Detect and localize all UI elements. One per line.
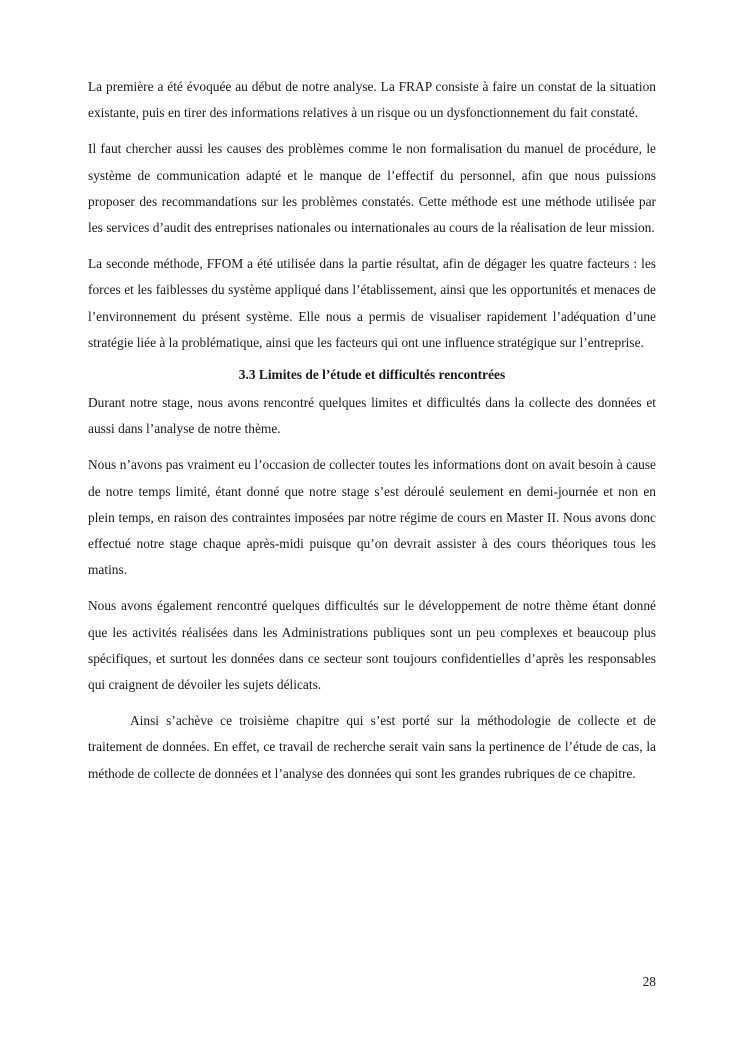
section-heading: 3.3 Limites de l’étude et difficultés rencontrées bbox=[238, 367, 506, 383]
page-body bbox=[88, 74, 656, 787]
paragraph-time-constraints: Nous n’avons pas vraiment eu l’occasion de collecter toutes les informations dont on avait besoin à cause de notre temps limité, étant donné que notre stage s’est déroulé seulement en demi-journée et non en plein temps, en raison des contraintes imposées par notre régime de cours en Master II. Nous avons donc effectué notre stage chaque après-midi puisque qu’on devrait assister à des cours théoriques tous les matins. bbox=[88, 457, 656, 578]
page-number: 28 bbox=[642, 974, 656, 989]
paragraph-causes: Il faut chercher aussi les causes des problèmes comme le non formalisation du manuel de procédure, le système de communication adapté et le manque de l’effectif du personnel, afin que nous puissions proposer des recommandations sur les problèmes constatés. Cette méthode est une méthode utilisée par les services d’audit des entreprises nationales ou internationales au cours de la réalisation de leur mission. bbox=[88, 141, 656, 236]
paragraph-difficulties: Nous avons également rencontré quelques difficultés sur le développement de notre thème étant donné que les activités réalisées dans les Administrations publiques sont un peu complexes et beaucoup plus spécifiques, et surtout les données dans ce secteur sont toujours confidentielles d’après les responsables qui craignent de dévoiler les sujets délicats. bbox=[88, 598, 656, 693]
paragraph-frap: La première a été évoquée au début de notre analyse. La FRAP consiste à faire un constat de la situation existante, puis en tirer des informations relatives à un risque ou un dysfonctionnement du fait constaté. bbox=[88, 79, 656, 121]
paragraph-conclusion: Ainsi s’achève ce troisième chapitre qui s’est porté sur la méthodologie de collecte et de traitement de données. En effet, ce travail de recherche serait vain sans la pertinence de l’étude de cas, la méthode de collecte de données et l’analyse des données qui sont les grandes rubriques de ce chapitre. bbox=[88, 713, 656, 781]
paragraph-limits: Durant notre stage, nous avons rencontré quelques limites et difficultés dans la collecte des données et aussi dans l’analyse de notre thème. bbox=[88, 395, 656, 437]
paragraph-ffom: La seconde méthode, FFOM a été utilisée dans la partie résultat, afin de dégager les quatre facteurs : les forces et les faiblesses du système appliqué dans l’établissement, ainsi que les opportunités et menaces de l’environnement du présent système. Elle nous a permis de visualiser rapidement l’adéquation d’une stratégie liée à la problématique, ainsi que les facteurs qui ont une influence stratégique sur l’entreprise. bbox=[88, 256, 656, 350]
